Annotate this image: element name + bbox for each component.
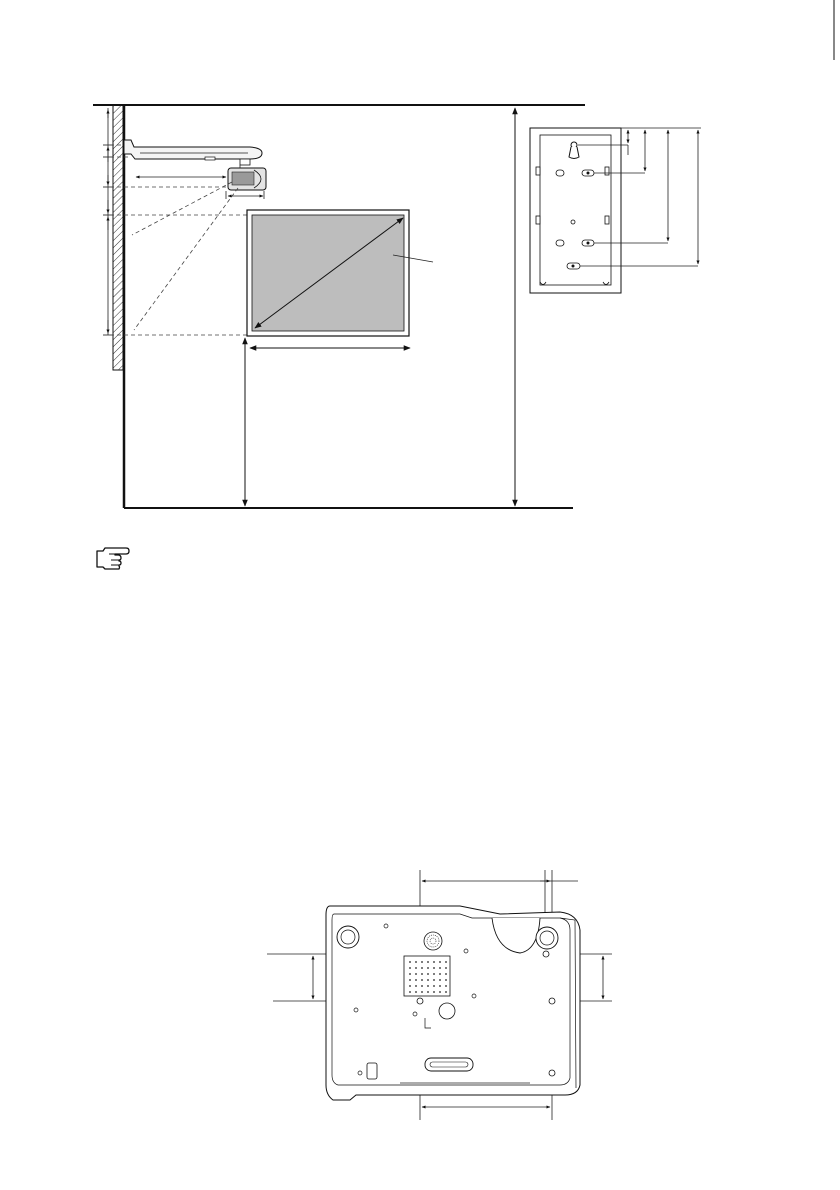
beam-upper bbox=[132, 182, 232, 235]
projection-screen bbox=[247, 210, 409, 336]
wall-mount-arm bbox=[124, 140, 262, 165]
wall-plate-dimension-arrows bbox=[628, 130, 698, 264]
pointing-hand-icon bbox=[97, 548, 129, 569]
projector-side-view bbox=[228, 165, 266, 190]
projector-bottom-view bbox=[267, 870, 612, 1120]
beam-lower bbox=[134, 188, 238, 330]
wall-plate-diagram bbox=[530, 128, 701, 293]
installation-side-diagram bbox=[93, 105, 585, 508]
